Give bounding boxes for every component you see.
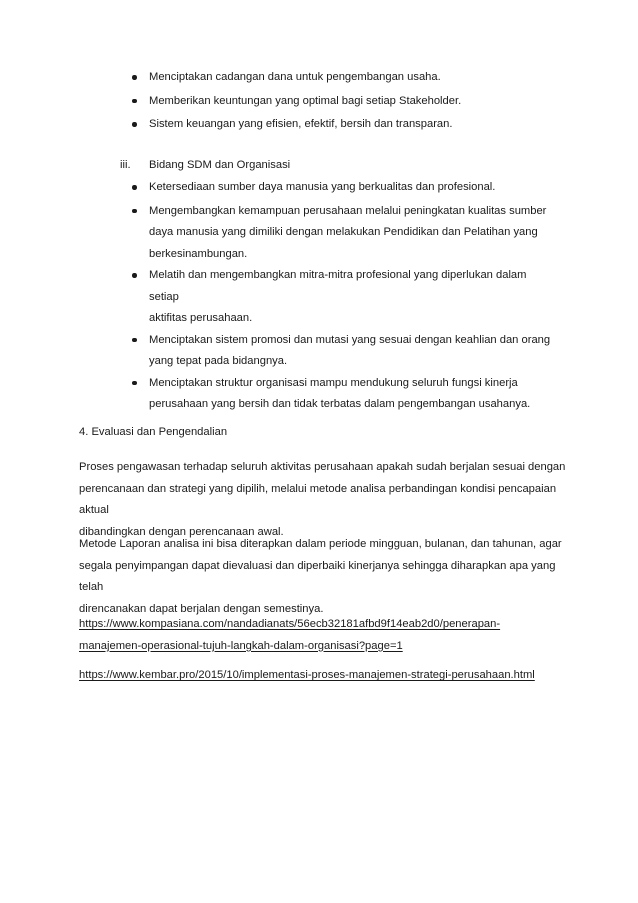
bullet-icon bbox=[132, 381, 137, 386]
section-title: Bidang SDM dan Organisasi bbox=[149, 159, 291, 171]
paragraph-line: perencanaan dan strategi yang dipilih, melalui metode analisa perbandingan kondisi pencapaian aktual bbox=[79, 482, 557, 516]
bullet-list-hr bbox=[0, 177, 638, 416]
list-item-line: Mengembangkan kemampuan perusahaan melalui peningkatan kualitas sumber bbox=[149, 204, 547, 217]
list-item bbox=[0, 91, 638, 113]
list-item bbox=[0, 330, 638, 373]
list-item bbox=[0, 177, 638, 199]
paragraph-line: direncanakan dapat berjalan dengan semestinya. bbox=[79, 602, 324, 615]
list-item bbox=[0, 114, 638, 136]
paragraph-line: dibandingkan dengan perencanaan awal. bbox=[79, 525, 284, 538]
list-item bbox=[0, 373, 638, 416]
list-item-line: daya manusia yang dimiliki dengan melakukan Pendidikan dan Pelatihan yang bbox=[149, 226, 538, 238]
list-item bbox=[0, 67, 638, 89]
reference-link-kompasiana[interactable] bbox=[79, 614, 569, 657]
link-line[interactable]: https://www.kembar.pro/2015/10/implementasi-proses-manajemen-strategi-perusahaan.html bbox=[79, 669, 535, 681]
bullet-icon bbox=[132, 273, 137, 278]
list-item-line: Melatih dan mengembangkan mitra-mitra profesional yang diperlukan dalam setiap bbox=[149, 269, 527, 303]
paragraph-line: Proses pengawasan terhadap seluruh aktivitas perusahaan apakah sudah berjalan sesuai dengan bbox=[79, 461, 566, 473]
paragraph-method bbox=[79, 534, 569, 620]
paragraph-line: Metode Laporan analisa ini bisa diterapkan dalam periode mingguan, bulanan, dan tahunan, agar bbox=[79, 538, 562, 550]
list-item-line: perusahaan yang bersih dan tidak terbatas dalam pengembangan usahanya. bbox=[149, 398, 531, 410]
list-item-text: Memberikan keuntungan yang optimal bagi setiap Stakeholder. bbox=[149, 94, 462, 107]
list-item-text: Sistem keuangan yang efisien, efektif, bersih dan transparan. bbox=[149, 118, 453, 130]
bullet-icon bbox=[132, 338, 137, 343]
list-item-text: Ketersediaan sumber daya manusia yang berkualitas dan profesional. bbox=[149, 181, 496, 193]
paragraph-line: segala penyimpangan dapat dievaluasi dan diperbaiki kinerjanya sehingga diharapkan apa yang telah bbox=[79, 559, 556, 593]
link-line[interactable]: manajemen-operasional-tujuh-langkah-dalam-organisasi?page=1 bbox=[79, 639, 403, 652]
section-4-heading: 4. Evaluasi dan Pengendalian bbox=[79, 426, 228, 438]
list-item bbox=[0, 265, 638, 330]
bullet-icon bbox=[132, 209, 137, 214]
list-item-line: berkesinambungan. bbox=[149, 247, 248, 260]
bullet-icon bbox=[132, 122, 137, 127]
list-item bbox=[0, 201, 638, 266]
section-number: iii. bbox=[120, 159, 131, 171]
list-item-line: Menciptakan struktur organisasi mampu mendukung seluruh fungsi kinerja bbox=[149, 376, 518, 389]
list-item-text: Menciptakan cadangan dana untuk pengembangan usaha. bbox=[149, 71, 441, 83]
list-item-line: aktifitas perusahaan. bbox=[149, 312, 253, 324]
bullet-list-finance bbox=[0, 67, 638, 136]
paragraph-process bbox=[79, 457, 569, 543]
list-item-line: Menciptakan sistem promosi dan mutasi yang sesuai dengan keahlian dan orang bbox=[149, 333, 551, 346]
bullet-icon bbox=[132, 99, 137, 104]
bullet-icon bbox=[132, 75, 137, 80]
reference-link-kembar[interactable] bbox=[79, 665, 569, 687]
bullet-icon bbox=[132, 185, 137, 190]
list-item-line: yang tepat pada bidangnya. bbox=[149, 355, 288, 367]
link-line[interactable]: https://www.kompasiana.com/nandadianats/56ecb32181afbd9f14eab2d0/penerapan- bbox=[79, 618, 501, 630]
